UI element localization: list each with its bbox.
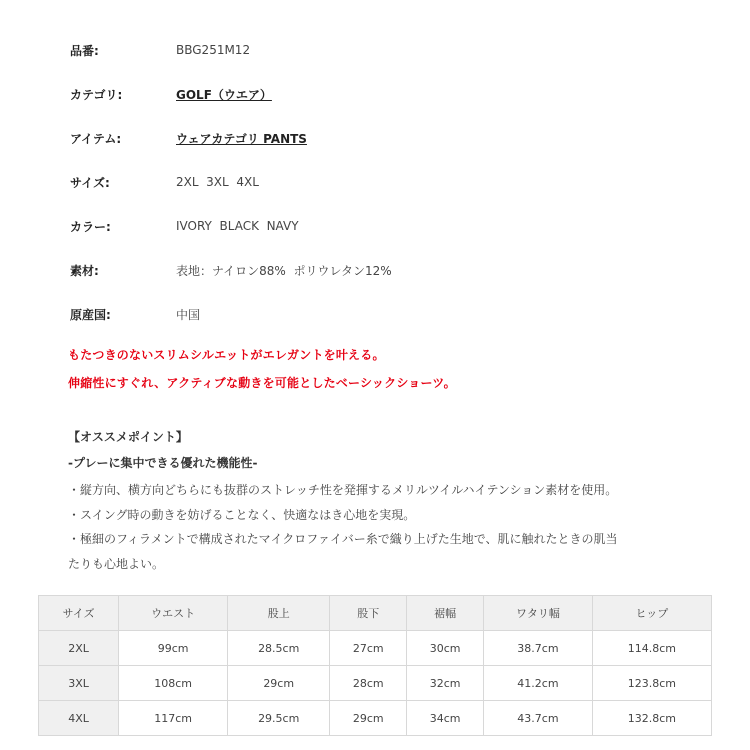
feature-list <box>68 478 688 576</box>
column-header: ワタリ幅 <box>484 596 593 631</box>
spec-label: アイテム: <box>70 131 122 146</box>
product-spec-list <box>70 28 392 336</box>
table-cell: 99cm <box>119 631 228 666</box>
spec-value: IVORY BLACK NAVY <box>176 219 299 233</box>
column-header: 股上 <box>228 596 330 631</box>
table-cell: 32cm <box>407 666 484 701</box>
table-row <box>39 666 712 701</box>
table-cell: 123.8cm <box>592 666 711 701</box>
column-header: 裾幅 <box>407 596 484 631</box>
column-header: ヒップ <box>592 596 711 631</box>
size-table-header-row <box>39 596 712 631</box>
function-heading: -プレーに集中できる優れた機能性- <box>68 456 258 470</box>
table-cell: 34cm <box>407 701 484 736</box>
table-cell: 114.8cm <box>592 631 711 666</box>
feature-item: たりも心地よい。 <box>68 556 165 571</box>
table-cell: 117cm <box>119 701 228 736</box>
table-cell: 28cm <box>330 666 407 701</box>
spec-row-item <box>70 116 392 160</box>
item-link[interactable]: ウェアカテゴリ PANTS <box>176 131 307 146</box>
spec-label: サイズ: <box>70 175 110 190</box>
spec-row-size <box>70 160 392 204</box>
table-cell: 29cm <box>228 666 330 701</box>
spec-label: 品番: <box>70 43 99 58</box>
column-header: 股下 <box>330 596 407 631</box>
spec-row-category <box>70 72 392 116</box>
column-header: ウエスト <box>119 596 228 631</box>
spec-label: カラー: <box>70 219 111 234</box>
category-link[interactable]: GOLF（ウエア） <box>176 87 272 102</box>
column-header: サイズ <box>39 596 119 631</box>
table-row <box>39 631 712 666</box>
table-cell: 43.7cm <box>484 701 593 736</box>
recommend-heading: 【オススメポイント】 <box>68 430 188 444</box>
spec-value: 表地：ナイロン88% ポリウレタン12% <box>176 263 392 278</box>
feature-item: ・極細のフィラメントで構成されたマイクロファイバー糸で織り上げた生地で、肌に触れたときの肌当 <box>68 532 618 546</box>
table-cell: 132.8cm <box>592 701 711 736</box>
spec-row-material <box>70 248 392 292</box>
spec-row-origin <box>70 292 392 336</box>
table-cell: 38.7cm <box>484 631 593 666</box>
size-table <box>38 595 712 736</box>
table-cell: 108cm <box>119 666 228 701</box>
spec-label: 原産国: <box>70 307 111 322</box>
table-cell: 28.5cm <box>228 631 330 666</box>
size-cell: 2XL <box>39 631 119 666</box>
spec-value: 2XL 3XL 4XL <box>176 175 259 189</box>
spec-value: BBG251M12 <box>176 43 251 57</box>
highlight-line-2: 伸縮性にすぐれ、アクティブな動きを可能としたベーシックショーツ。 <box>68 376 456 390</box>
table-cell: 41.2cm <box>484 666 593 701</box>
size-cell: 3XL <box>39 666 119 701</box>
spec-row-color <box>70 204 392 248</box>
highlight-line-1: もたつきのないスリムシルエットがエレガントを叶える。 <box>68 348 385 362</box>
table-cell: 27cm <box>330 631 407 666</box>
spec-label: カテゴリ: <box>70 87 123 102</box>
spec-row-product-number <box>70 28 392 72</box>
spec-label: 素材: <box>70 263 99 278</box>
table-cell: 29cm <box>330 701 407 736</box>
feature-item: ・縦方向、横方向どちらにも抜群のストレッチ性を発揮するメリルツイルハイテンション素材を使用。 <box>68 483 618 497</box>
feature-item: ・スイング時の動きを妨げることなく、快適なはき心地を実現。 <box>68 507 416 522</box>
size-cell: 4XL <box>39 701 119 736</box>
table-row <box>39 701 712 736</box>
table-cell: 29.5cm <box>228 701 330 736</box>
table-cell: 30cm <box>407 631 484 666</box>
spec-value: 中国 <box>176 307 201 322</box>
